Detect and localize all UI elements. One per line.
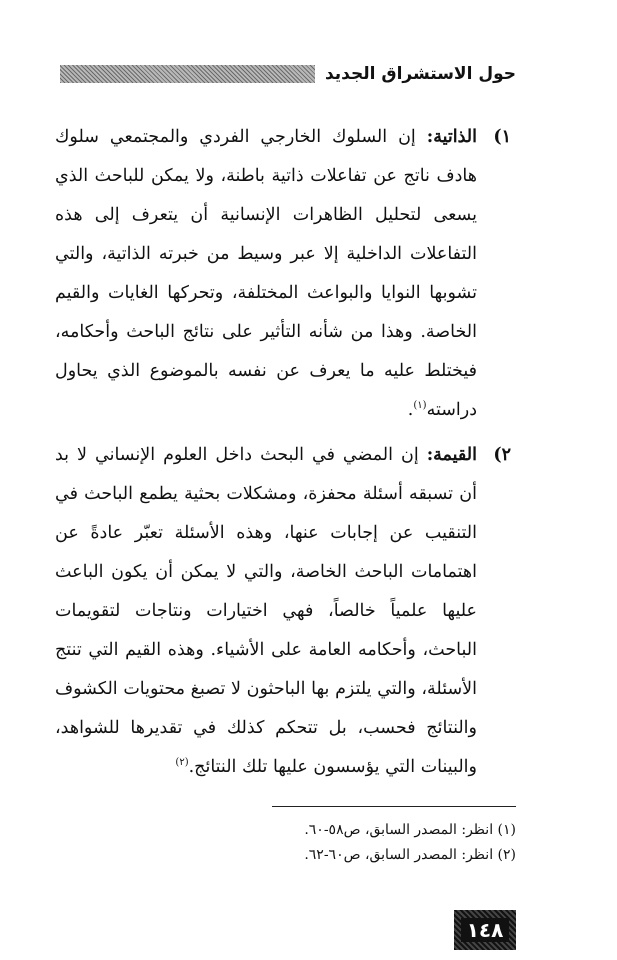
running-head-title: حول الاستشراق الجديد <box>324 64 516 84</box>
footnote: (٢) انظر: المصدر السابق، ص٦٠-٦٢. <box>304 847 516 863</box>
item-text: إن السلوك الخارجي الفردي والمجتمعي سلوك هادف ناتج عن تفاعلات ذاتية باطنة، ولا يمكن للباحث الذي يسعى لتحليل الظاهرات الإنسانية أن يتعرف إلى هذه التفاعلات الداخلية إلا عبر وسيط من خبرته الذاتية، والتي تشوبها النوايا والبواعث المختلفة، وتحركها الغايات والقيم الخاصة. وهذا من شأنه التأثير على نتائج الباحث وأحكامه، فيختلط عليه ما يعرف عن نفسه بالموضوع الذي يحاول دراسته <box>55 127 477 420</box>
page-number: ١٤٨ <box>461 918 510 942</box>
list-item <box>55 118 511 430</box>
footnote-separator <box>272 806 516 807</box>
item-term: الذاتية: <box>426 127 477 147</box>
footnote-ref: (١) <box>413 400 427 412</box>
running-header <box>60 60 516 88</box>
list-item <box>55 436 511 787</box>
item-text: إن المضي في البحث داخل العلوم الإنساني لا بد أن تسبقه أسئلة محفزة، ومشكلات بحثية يطمع الباحث في التنقيب عن إجابات عنها، وهذه الأسئلة تعبّر عادةً عن اهتمامات الباحث الخاصة، والتي لا يمكن أن يكون الباعث عليها علمياً خالصاً، فهي اختيارات ونتاجات لتقويمات الباحث، وأحكامه العامة على الأشياء. وهذه القيم التي تنتج الأسئلة، والتي يلتزم بها الباحثون لا تصبغ محتويات الكشوف والنتائج فحسب، بل تتحكم كذلك في تقديرها للشواهد، والبينات التي يؤسسون عليها تلك النتائج. <box>55 445 477 777</box>
item-end: . <box>407 400 414 420</box>
item-term: القيمة: <box>426 445 477 465</box>
item-number: ١) <box>493 127 511 147</box>
page-number-box <box>454 910 516 950</box>
header-decorative-bar <box>60 65 315 83</box>
item-number: ٢) <box>493 445 511 465</box>
footnote-ref: (٢) <box>175 757 189 769</box>
footnote: (١) انظر: المصدر السابق، ص٥٨-٦٠. <box>304 822 516 838</box>
page-body <box>55 118 511 793</box>
footnotes <box>60 818 516 868</box>
